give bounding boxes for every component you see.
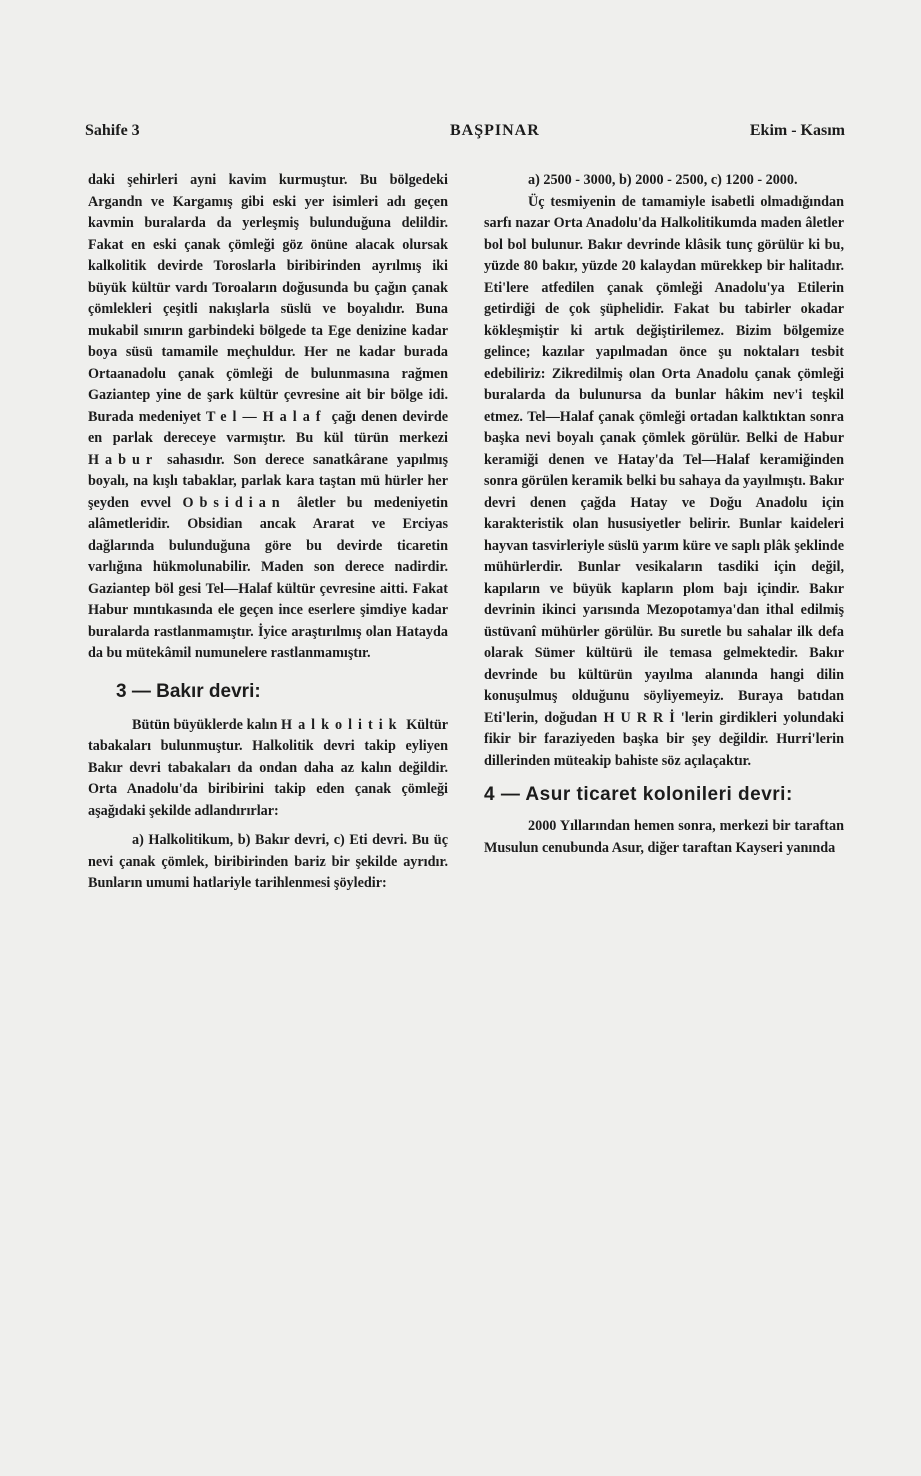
body-text: Üç tesmiyenin de tamamiyle isabetli olmadığından sarfı nazar Orta Anadolu'da Halkolitikumda maden âletler bol bol bulunur. Bakır devrinde klâsik tunç görülür ki bu, yüzde 80 bakır, yüzde 20 kalaydan mürekkep bir halitadır. Eti'lere atfedilen çanak çömleği Anadolu'ya Etilerin getirdiği de çok şüphelidir. Fakat bu tabirler okadar kökleşmiştir ki artık değiştirilemez. Bizim bölgemize gelince; kazılar yapılmadan önce şu noktaları tesbit edebiliriz: Zikredilmiş olan Orta Anadolu çanak çömleği buralarda da bulunursa da bunlar hâkim nev'i teşkil etmez. Tel—Halaf çanak çömleği ortadan kalktıktan sonra başka nevi boyalı çanak çömlek görülür. Belki de Habur keramiği denen ve Hatay'da Tel—Halaf keramiğinden sonra görülen keramik belki bu sahaya da yayılmıştı. Bakır devri denen çağda Hatay ve Doğu Anadolu için karakteristik olan hususiyetler belirir. Bunlar kaideleri hayvan tasvirleriyle süslü yarım küre ve saplı plâk şeklinde mühürlerdir. Bunlar vesikaların tasdiki için değil, kapıların ve büyük kapların plom bajı içindir. Bakır devrinin ikinci yarısında Mezopotamya'dan ithal edilmiş üstüvanî mühürler görülür. Bu suretle bu sahalar ilk defa olarak Sümer kültürü ile temasa gelmektedir. Bakır devrinde bu kültürün yayılma alanında hangi dilin konuşulmuş olduğunu söyliyemeyiz. Buraya batıdan Eti'lerin, doğudan	[484, 193, 844, 726]
body-text: âletler bu medeniyetin alâmetleridir. Obsidian ancak Ararat ve Erciyas dağlarında bulunduğuna göre bu devirde ticaretin varlığına hükmolunabilir. Maden son derece nadirdir. Gaziantep böl gesi Tel—Halaf kültür çevresine aitti. Fakat Habur mıntıkasında ele geçen ince eserlere şimdiye kadar buralarda rastlanmamıştır. İyice araştırılmış olan Hatayda da bu mütekâmil numunelere rastlanmamıştır.	[88, 494, 449, 661]
paragraph	[88, 715, 448, 823]
body-text: Kültür tabakaları bulunmuştur. Halkolitik devri takip eyliyen Bakır devri tabakaları da ondan daha az kalın değildir. Orta Anadolu'da biribirini takip eden çanak çömleği aşağıdaki şekilde adlandırırlar:	[88, 716, 449, 819]
body-text: 'lerin girdikleri yolundaki fikir bir faraziyeden başka bir şey değildir. Hurri'lerin dillerinden müteakip bahiste söz açılaçaktır.	[484, 709, 844, 769]
section-heading: 3 — Bakır devri:	[116, 680, 261, 702]
spaced-term: Habur	[88, 451, 159, 468]
paragraph: a) 2500 - 3000, b) 2000 - 2500, c) 1200 - 2000.	[528, 172, 798, 188]
paragraph: a) Halkolitikum, b) Bakır devri, c) Eti devri. Bu üç nevi çanak çömlek, biribirinden bariz bir şekilde ayrıdır. Bunların umumi hatlariyle tarihlenmesi şöyledir:	[88, 832, 448, 891]
section-heading: 4 — Asur ticaret kolonileri devri:	[484, 784, 793, 805]
body-text: Bütün büyüklerde kalın	[132, 716, 278, 733]
page-number: Sahife 3	[85, 122, 140, 139]
body-text: çağı denen devirde en parlak dereceye varmıştır. Bu kül türün merkezi	[88, 408, 449, 446]
paragraph	[88, 170, 448, 665]
right-column	[484, 170, 844, 859]
body-text: daki şehirleri ayni kavim kurmuştur. Bu bölgedeki Argandn ve Kargamış gibi eski yer isimleri adı geçen kavmin buralarda da yerleşmiş bulunduğuna delildir. Fakat en eski çanak çömleği göz önüne alacak olursak kalkolitik devirde Toroslarla biribirinden ayrılmış iki büyük kültür vardı Toroaların doğusunda bu çağın çanak çömlekleri çeşitli nakışlarla süslü ve boyalıdır. Buna mukabil sınırın garbindeki bölgede ta Ege denizine kadar boya süsü tamamile meçhuldur. Her ne kadar burada Ortaanadolu çanak çömleği de bulunmasına rağmen Gaziantep yine de şark kültür çevresine ait bir bölge idi. Burada medeniyet	[88, 172, 448, 425]
body-text: sahasıdır. Son derece sanatkârane yapılmış boyalı, na kışlı tabaklar, parlak kara taştan mü hürler her şeyden evvel	[88, 451, 448, 511]
page-header	[85, 122, 845, 146]
spaced-term: HURRİ	[603, 709, 681, 726]
paragraph	[484, 192, 844, 773]
spaced-term: Halkolitik	[281, 716, 403, 733]
journal-title: BAŞPINAR	[450, 122, 540, 139]
paragraph: 2000 Yıllarından hemen sonra, merkezi bir taraftan Musulun cenubunda Asur, diğer taraftan Kayseri yanında	[484, 818, 844, 856]
spaced-term: Obsidian	[182, 494, 286, 511]
issue-date: Ekim - Kasım	[749, 122, 845, 139]
left-column	[88, 170, 448, 895]
spaced-term: Tel—Halaf	[206, 408, 327, 425]
